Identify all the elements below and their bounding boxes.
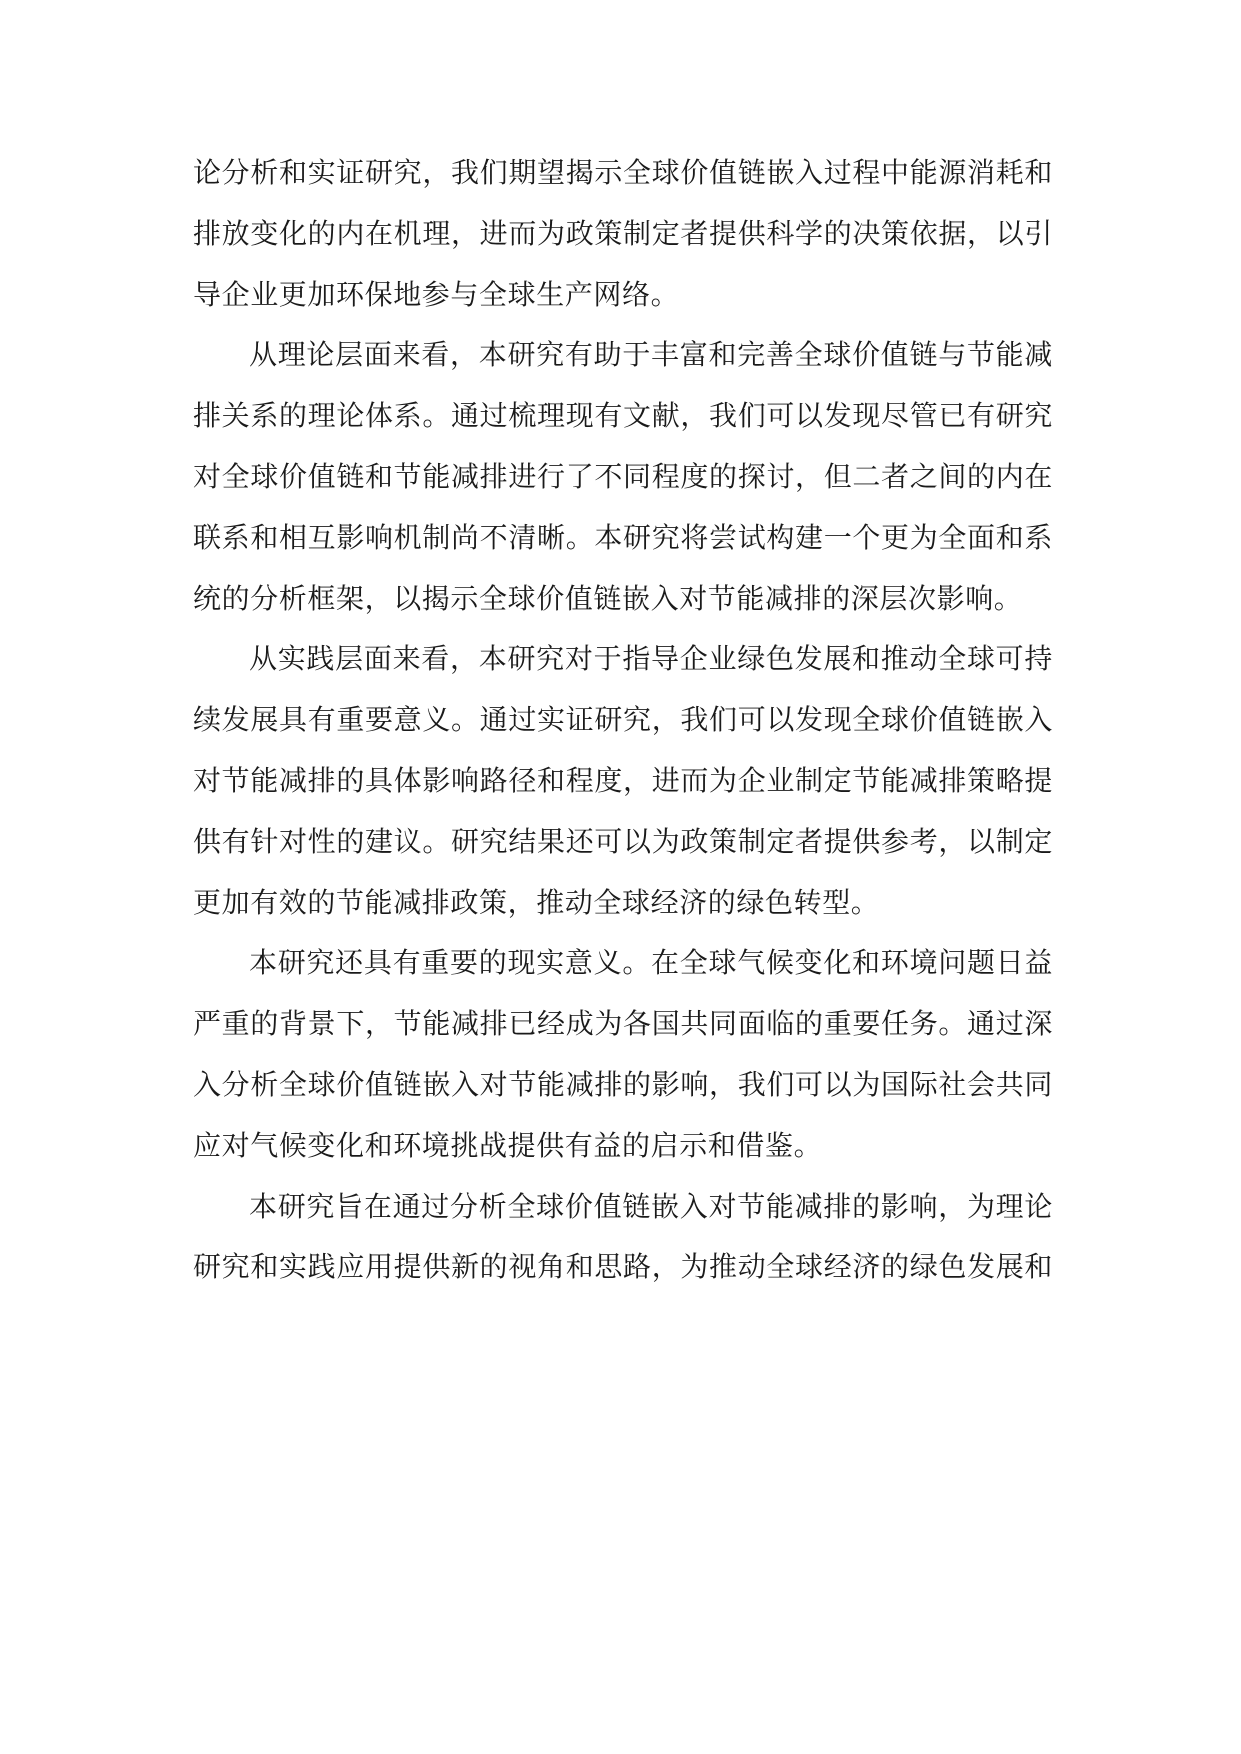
text-line: 对节能减排的具体影响路径和程度，进而为企业制定节能减排策略提	[193, 763, 1053, 797]
text-line: 论分析和实证研究，我们期望揭示全球价值链嵌入过程中能源消耗和	[193, 156, 1053, 189]
text-line: 排放变化的内在机理，进而为政策制定者提供科学的决策依据，以引	[193, 216, 1053, 250]
text-line: 排关系的理论体系。通过梳理现有文献，我们可以发现尽管已有研究	[193, 399, 1053, 433]
text-line: 供有针对性的建议。研究结果还可以为政策制定者提供参考，以制定	[193, 824, 1053, 858]
body-text	[193, 143, 1053, 1298]
text-line: 导企业更加环保地参与全球生产网络。	[193, 277, 680, 311]
text-line: 统的分析框架，以揭示全球价值链嵌入对节能减排的深层次影响。	[193, 581, 1023, 615]
paragraph-first-line: 本研究还具有重要的现实意义。在全球气候变化和环境问题日益	[249, 946, 1053, 980]
text-line: 联系和相互影响机制尚不清晰。本研究将尝试构建一个更为全面和系	[193, 520, 1053, 554]
text-line: 入分析全球价值链嵌入对节能减排的影响，我们可以为国际社会共同	[193, 1067, 1053, 1101]
text-line: 严重的背景下，节能减排已经成为各国共同面临的重要任务。通过深	[193, 1007, 1053, 1041]
paragraph-first-line: 从实践层面来看，本研究对于指导企业绿色发展和推动全球可持	[249, 642, 1053, 676]
paragraph-first-line: 从理论层面来看，本研究有助于丰富和完善全球价值链与节能减	[249, 338, 1053, 372]
text-line: 应对气候变化和环境挑战提供有益的启示和借鉴。	[193, 1128, 823, 1162]
text-line: 更加有效的节能减排政策，推动全球经济的绿色转型。	[193, 885, 880, 919]
text-line: 研究和实践应用提供新的视角和思路，为推动全球经济的绿色发展和	[193, 1250, 1053, 1284]
text-line: 对全球价值链和节能减排进行了不同程度的探讨，但二者之间的内在	[193, 459, 1053, 493]
paragraph-first-line: 本研究旨在通过分析全球价值链嵌入对节能减排的影响，为理论	[249, 1189, 1053, 1223]
text-line: 续发展具有重要意义。通过实证研究，我们可以发现全球价值链嵌入	[193, 703, 1053, 737]
